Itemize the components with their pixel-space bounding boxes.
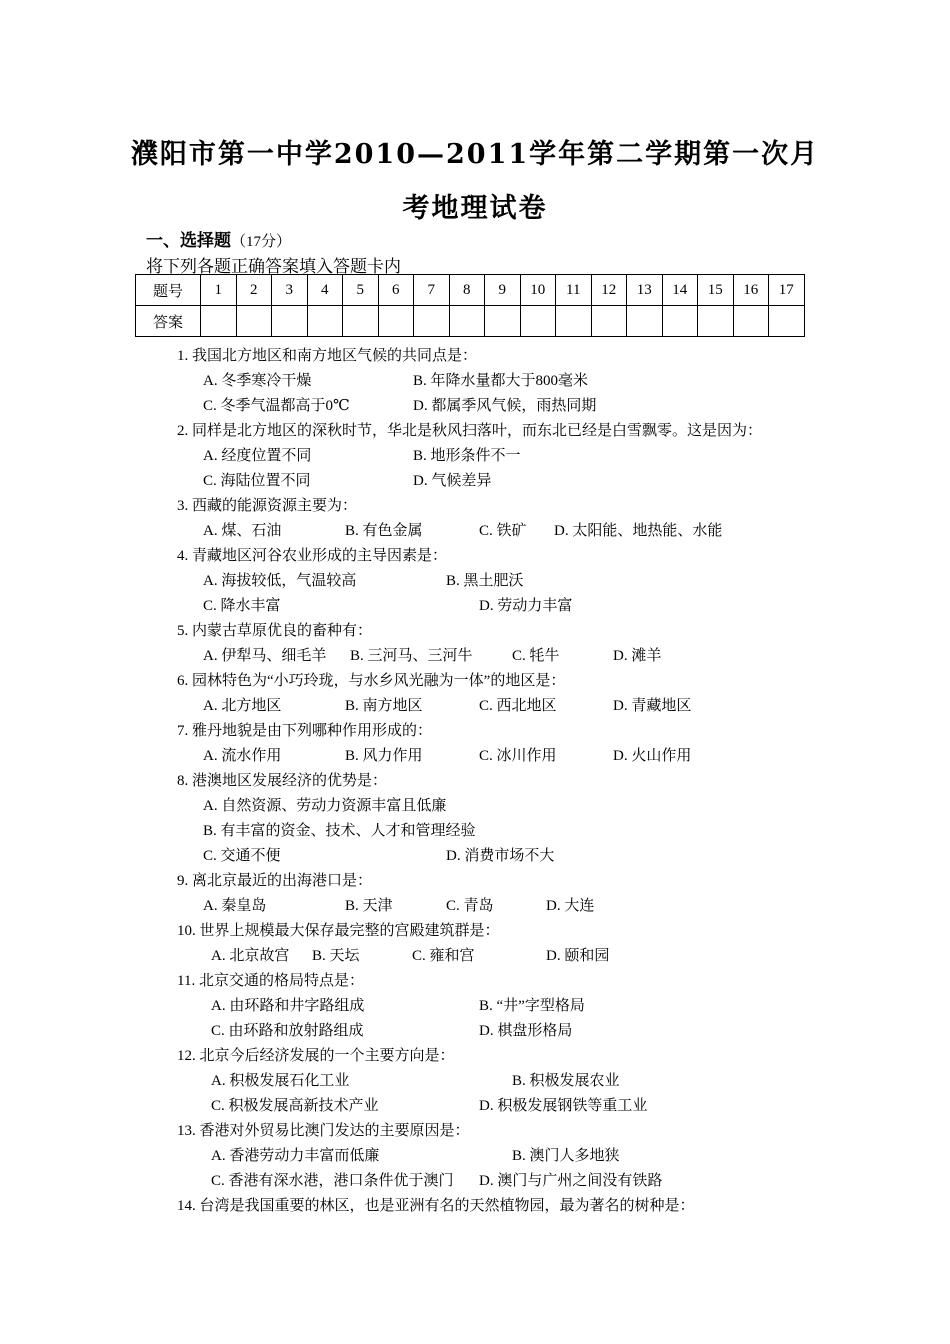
question-stem: 1. 我国北方地区和南方地区气候的共同点是：	[177, 348, 478, 364]
answer-table-number-row	[136, 275, 805, 306]
question-number-cell: 17	[769, 275, 805, 306]
section-heading	[146, 226, 291, 251]
title-line-2: 考地理试卷	[402, 193, 548, 224]
option: C. 积极发展高新技术产业	[211, 1098, 379, 1114]
option: D. 都属季风气候，雨热同期	[413, 398, 597, 414]
option: D. 消费市场不大	[446, 848, 555, 864]
option: B. 有丰富的资金、技术、人才和管理经验	[203, 823, 476, 839]
question-number-cell: 7	[414, 275, 450, 306]
option: B. 南方地区	[345, 698, 423, 714]
answer-cell[interactable]	[627, 306, 663, 337]
answer-cell[interactable]	[201, 306, 237, 337]
question-number-cell: 4	[307, 275, 343, 306]
option: A. 伊犁马、细毛羊	[203, 648, 327, 664]
question-stem: 11. 北京交通的格局特点是：	[177, 973, 364, 989]
question-number-cell: 5	[343, 275, 379, 306]
option: C. 西北地区	[479, 698, 557, 714]
answer-table	[135, 274, 805, 337]
option: C. 海陆位置不同	[203, 473, 311, 489]
question-number-cell: 1	[201, 275, 237, 306]
option: C. 香港有深水港，港口条件优于澳门	[211, 1173, 454, 1189]
option: D. 棋盘形格局	[479, 1023, 573, 1039]
question-number-cell: 10	[520, 275, 556, 306]
option: B. 天津	[345, 898, 393, 914]
option: B. 风力作用	[345, 748, 423, 764]
answer-cell[interactable]	[449, 306, 485, 337]
option: A. 北方地区	[203, 698, 282, 714]
option: C. 铁矿	[479, 523, 527, 539]
question-number-cell: 14	[662, 275, 698, 306]
answer-cell[interactable]	[769, 306, 805, 337]
option: A. 煤、石油	[203, 523, 282, 539]
question-stem: 5. 内蒙古草原优良的畜种有：	[177, 623, 373, 639]
question-stem: 6. 园林特色为“小巧玲珑，与水乡风光融为一体”的地区是：	[177, 673, 566, 689]
answer-cell[interactable]	[698, 306, 734, 337]
option: D. 青藏地区	[613, 698, 692, 714]
question-number-cell: 3	[272, 275, 308, 306]
option: C. 降水丰富	[203, 598, 281, 614]
option: D. 气候差异	[413, 473, 492, 489]
option: B. 地形条件不一	[413, 448, 521, 464]
option: C. 牦牛	[512, 648, 560, 664]
option: D. 火山作用	[613, 748, 692, 764]
option: B. 有色金属	[345, 523, 423, 539]
option: C. 青岛	[446, 898, 494, 914]
option: D. 劳动力丰富	[479, 598, 573, 614]
option: C. 冬季气温都高于0℃	[203, 398, 350, 414]
option: A. 积极发展石化工业	[211, 1073, 350, 1089]
option: A. 香港劳动力丰富而低廉	[211, 1148, 380, 1164]
question-number-cell: 2	[236, 275, 272, 306]
option: B. 天坛	[312, 948, 360, 964]
option: C. 雍和宫	[412, 948, 475, 964]
option: C. 交通不便	[203, 848, 281, 864]
question-stem: 8. 港澳地区发展经济的优势是：	[177, 773, 388, 789]
section-points: （17分）	[231, 234, 292, 250]
question-number-cell: 6	[378, 275, 414, 306]
answer-table-row2-label: 答案	[136, 306, 201, 337]
option: A. 自然资源、劳动力资源丰富且低廉	[203, 798, 447, 814]
question-stem: 7. 雅丹地貌是由下列哪种作用形成的：	[177, 723, 433, 739]
option: C. 冰川作用	[479, 748, 557, 764]
option: D. 大连	[546, 898, 595, 914]
option: D. 太阳能、地热能、水能	[554, 523, 723, 539]
answer-table-row1-label: 题号	[136, 275, 201, 306]
answer-table-answer-row	[136, 306, 805, 337]
question-number-cell: 16	[733, 275, 769, 306]
question-number-cell: 9	[485, 275, 521, 306]
option: A. 由环路和井字路组成	[211, 998, 365, 1014]
question-stem: 13. 香港对外贸易比澳门发达的主要原因是：	[177, 1123, 470, 1139]
option: B. 年降水量都大于800毫米	[413, 373, 589, 389]
option: D. 积极发展钢铁等重工业	[479, 1098, 648, 1114]
question-number-cell: 15	[698, 275, 734, 306]
option: D. 澳门与广州之间没有铁路	[479, 1173, 663, 1189]
section-heading-text: 一、选择题	[146, 231, 231, 251]
option: B. 黑土肥沃	[446, 573, 524, 589]
answer-cell[interactable]	[236, 306, 272, 337]
answer-cell[interactable]	[556, 306, 592, 337]
question-number-cell: 12	[591, 275, 627, 306]
answer-cell[interactable]	[378, 306, 414, 337]
option: B. 澳门人多地狭	[512, 1148, 620, 1164]
option: D. 颐和园	[546, 948, 610, 964]
option: D. 滩羊	[613, 648, 662, 664]
question-number-cell: 13	[627, 275, 663, 306]
option: A. 流水作用	[203, 748, 282, 764]
question-number-cell: 8	[449, 275, 485, 306]
question-stem: 9. 离北京最近的出海港口是：	[177, 873, 373, 889]
answer-cell[interactable]	[733, 306, 769, 337]
answer-cell[interactable]	[520, 306, 556, 337]
answer-cell[interactable]	[485, 306, 521, 337]
option: A. 北京故宫	[211, 948, 290, 964]
question-stem: 2. 同样是北方地区的深秋时节，华北是秋风扫落叶，而东北已经是白雪飘零。这是因为：	[177, 423, 763, 439]
instruction: 将下列各题正确答案填入答题卡内	[146, 257, 401, 277]
answer-cell[interactable]	[591, 306, 627, 337]
option: A. 海拔较低，气温较高	[203, 573, 357, 589]
answer-cell[interactable]	[343, 306, 379, 337]
answer-cell[interactable]	[414, 306, 450, 337]
question-stem: 12. 北京今后经济发展的一个主要方向是：	[177, 1048, 455, 1064]
option: B. 三河马、三河牛	[350, 648, 473, 664]
option: A. 经度位置不同	[203, 448, 312, 464]
option: A. 秦皇岛	[203, 898, 267, 914]
question-stem: 14. 台湾是我国重要的林区，也是亚洲有名的天然植物园，最为著名的树种是：	[177, 1198, 695, 1214]
answer-cell[interactable]	[272, 306, 308, 337]
question-stem: 4. 青藏地区河谷农业形成的主导因素是：	[177, 548, 448, 564]
answer-cell[interactable]	[307, 306, 343, 337]
answer-cell[interactable]	[662, 306, 698, 337]
option: B. “井”字型格局	[479, 998, 585, 1014]
question-stem: 10. 世界上规模最大保存最完整的宫殿建筑群是：	[177, 923, 500, 939]
question-number-cell: 11	[556, 275, 592, 306]
option: B. 积极发展农业	[512, 1073, 620, 1089]
question-stem: 3. 西藏的能源资源主要为：	[177, 498, 358, 514]
title-line-1: 濮阳市第一中学2010—2011学年第二学期第一次月	[130, 139, 820, 170]
option: A. 冬季寒冷干燥	[203, 373, 312, 389]
option: C. 由环路和放射路组成	[211, 1023, 364, 1039]
